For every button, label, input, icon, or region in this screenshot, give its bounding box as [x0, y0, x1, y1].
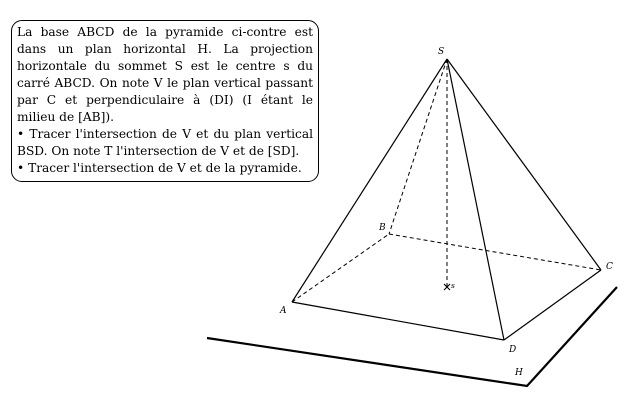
edge-bc-hidden — [389, 234, 601, 270]
label-s-center: s — [451, 281, 455, 290]
label-s-apex: S — [438, 47, 445, 57]
statement-task-1: • Tracer l'intersection de V et du plan vertical BSD. On note T l'intersection de V et de [SD]. — [17, 127, 313, 158]
edge-ad — [292, 302, 504, 340]
label-c: C — [606, 262, 613, 272]
edge-sa — [292, 59, 447, 302]
edge-dc — [504, 270, 601, 340]
edge-ab-hidden — [292, 234, 389, 302]
label-a: A — [280, 306, 287, 316]
statement-intro: La base ABCD de la pyramide ci-contre est dans un plan horizontal H. La projection horizontale du sommet S est le centre s du carré ABCD. On note V le plan vertical passant par C et perpendiculaire à (DI) (I étant le milieu de [AB]). — [17, 25, 313, 124]
edge-sb-hidden — [389, 59, 447, 234]
label-h-plane: H — [515, 368, 523, 378]
label-b: B — [379, 223, 386, 233]
edge-sc — [447, 59, 601, 270]
plane-h-edge — [207, 287, 617, 386]
label-d: D — [509, 345, 517, 355]
edge-sd — [447, 59, 504, 340]
statement-task-2: • Tracer l'intersection de V et de la pyramide. — [17, 161, 302, 175]
